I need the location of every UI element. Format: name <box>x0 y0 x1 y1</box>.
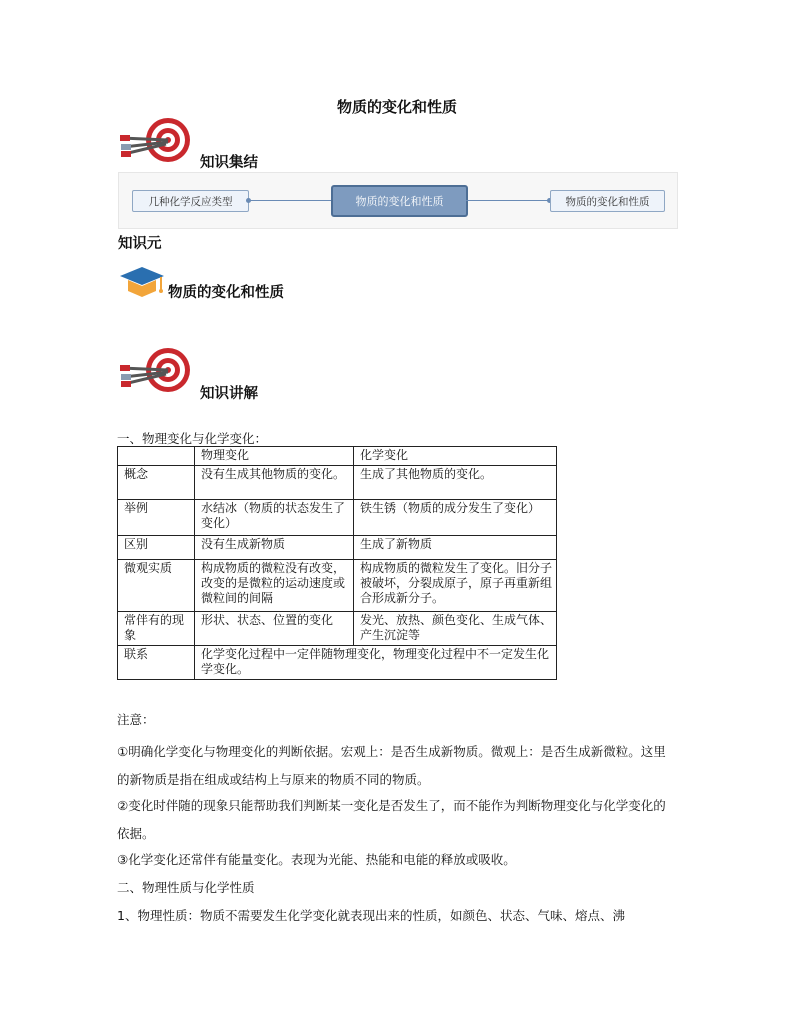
chemical-cell: 发光、放热、颜色变化、生成气体、产生沉淀等 <box>354 612 557 646</box>
row-label: 微观实质 <box>118 560 195 612</box>
table-header-cell <box>118 447 195 466</box>
table-row <box>118 500 557 536</box>
map-connector <box>249 200 331 201</box>
target-icon <box>118 346 194 396</box>
physical-cell: 没有生成新物质 <box>195 536 354 560</box>
part2-heading: 二、物理性质与化学性质 <box>117 880 255 895</box>
note-3: ③化学变化还常伴有能量变化。表现为光能、热能和电能的释放或吸收。 <box>117 852 516 867</box>
chemical-cell: 生成了新物质 <box>354 536 557 560</box>
chemical-cell: 构成物质的微粒发生了变化。旧分子被破坏，分裂成原子，原子再重新组合形成新分子。 <box>354 560 557 612</box>
physical-cell: 没有生成其他物质的变化。 <box>195 466 354 500</box>
map-connector <box>466 200 550 201</box>
page-title: 物质的变化和性质 <box>336 98 457 116</box>
note-1: ①明确化学变化与物理变化的判断依据。宏观上：是否生成新物质。微观上：是否生成新微粒。这里的新物质是指在组成或结构上与原来的物质不同的物质。 <box>117 744 666 787</box>
row-label: 常伴有的现象 <box>118 612 195 646</box>
row-label: 概念 <box>118 466 195 500</box>
table-row <box>118 646 557 680</box>
table-row <box>118 466 557 500</box>
graduation-cap-icon <box>118 264 166 298</box>
label-knowledge-unit: 知识元 <box>118 236 162 252</box>
part1-heading: 一、物理变化与化学变化： <box>117 431 268 446</box>
table-header-cell: 化学变化 <box>354 447 557 466</box>
physical-cell: 水结冰（物质的状态发生了变化） <box>195 500 354 536</box>
physical-cell: 形状、状态、位置的变化 <box>195 612 354 646</box>
note-2: ②变化时伴随的现象只能帮助我们判断某一变化是否发生了，而不能作为判断物理变化与化学变化的依据。 <box>117 798 666 841</box>
target-icon <box>118 116 194 166</box>
comparison-table <box>117 446 557 680</box>
section-heading-explanation: 知识讲解 <box>200 386 258 402</box>
physical-cell: 构成物质的微粒没有改变，改变的是微粒的运动速度或微粒间的间隔 <box>195 560 354 612</box>
chemical-cell: 生成了其他物质的变化。 <box>354 466 557 500</box>
row-label: 举例 <box>118 500 195 536</box>
knowledge-map <box>118 172 678 229</box>
part2-item-1: 1、物理性质：物质不需要发生化学变化就表现出来的性质，如颜色、状态、气味、熔点、沸 <box>117 908 625 923</box>
subtopic-heading: 物质的变化和性质 <box>168 285 284 301</box>
map-node-left: 几种化学反应类型 <box>132 190 249 212</box>
table-header-row <box>118 447 557 466</box>
row-label: 联系 <box>118 646 195 680</box>
table-row <box>118 560 557 612</box>
chemical-cell: 铁生锈（物质的成分发生了变化） <box>354 500 557 536</box>
notice-label: 注意： <box>117 712 155 727</box>
link-cell: 化学变化过程中一定伴随物理变化，物理变化过程中不一定发生化学变化。 <box>195 646 557 680</box>
map-node-center: 物质的变化和性质 <box>331 185 468 217</box>
table-header-cell: 物理变化 <box>195 447 354 466</box>
row-label: 区别 <box>118 536 195 560</box>
map-node-right: 物质的变化和性质 <box>550 190 665 212</box>
section-heading-knowledge-summary: 知识集结 <box>200 155 258 171</box>
table-row <box>118 536 557 560</box>
table-row <box>118 612 557 646</box>
